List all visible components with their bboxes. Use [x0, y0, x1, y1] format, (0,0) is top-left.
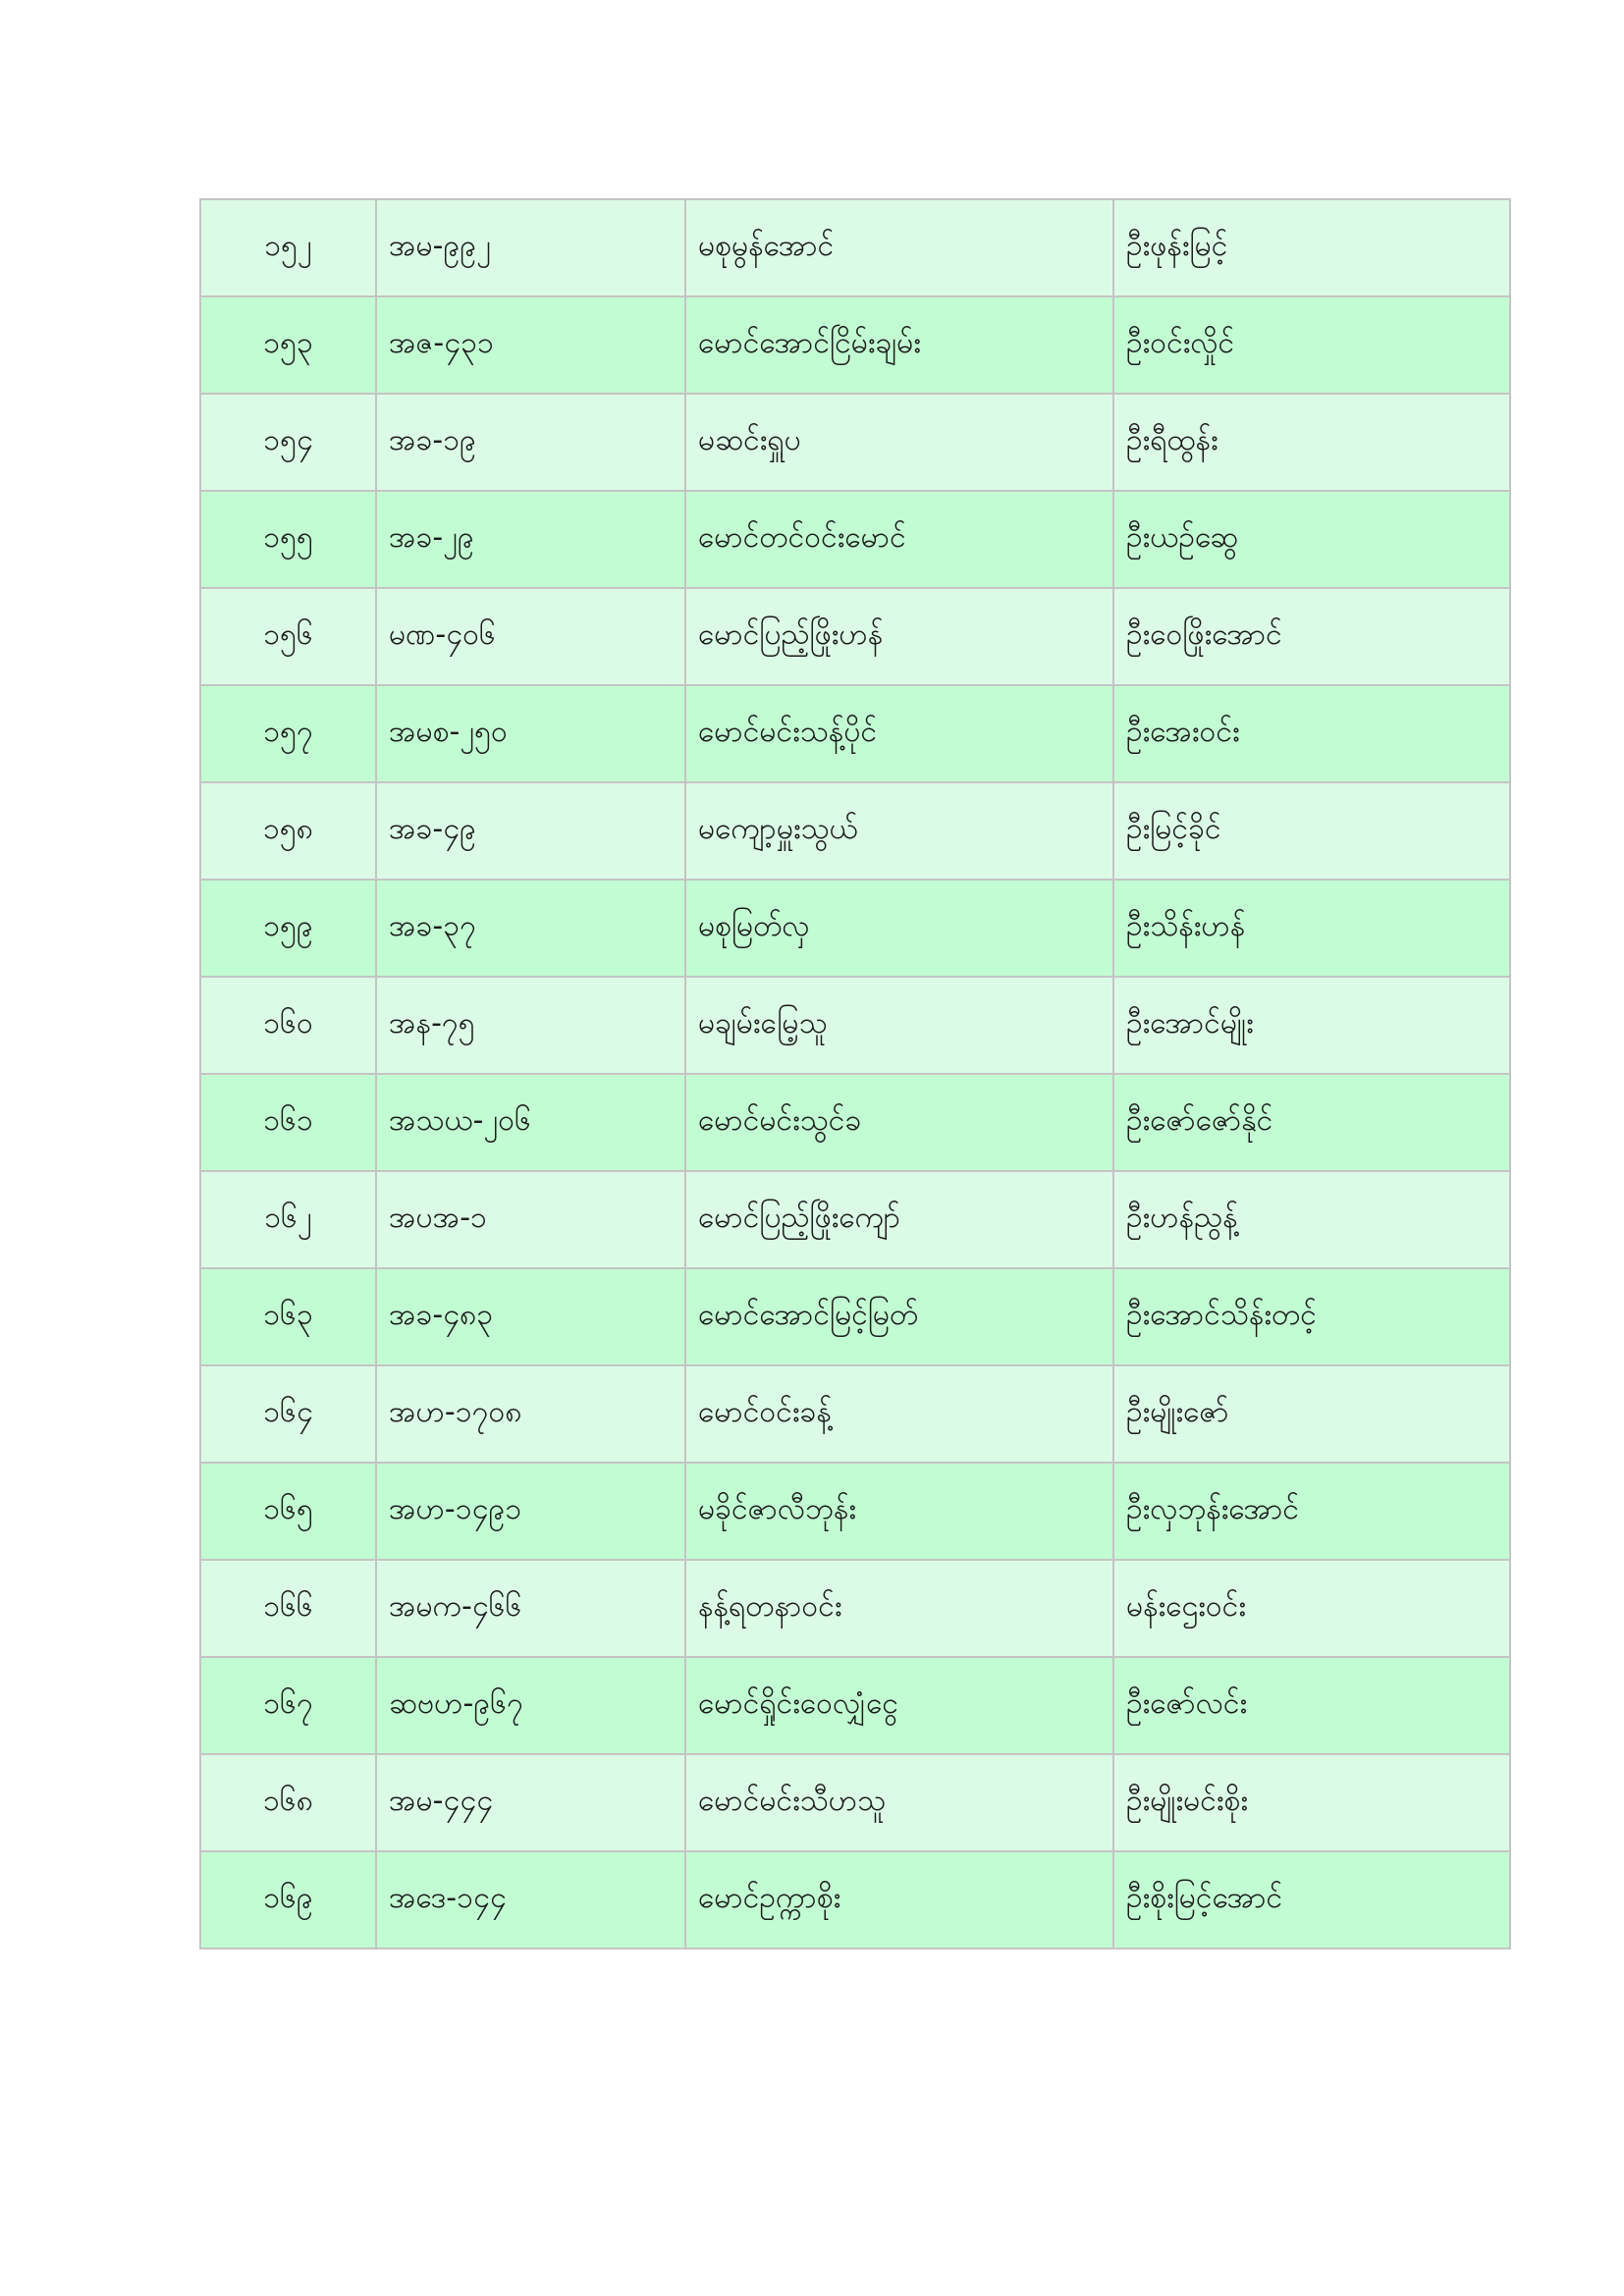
- row-number-cell: ၁၅၈: [200, 782, 376, 880]
- row-number-cell: ၁၅၅: [200, 491, 376, 588]
- parent-name-cell: ဦးသိန်းဟန်: [1113, 880, 1510, 977]
- parent-name-cell: ဦးအောင်မျိုး: [1113, 977, 1510, 1074]
- parent-name-cell: ဦးဖုန်းမြင့်: [1113, 199, 1510, 296]
- parent-name-cell: ဦးစိုးမြင့်အောင်: [1113, 1851, 1510, 1949]
- parent-name-cell: ဦးအောင်သိန်းတင့်: [1113, 1268, 1510, 1365]
- row-number-cell: ၁၆၈: [200, 1754, 376, 1851]
- student-name-cell: မောင်ဝင်းခန့်: [685, 1365, 1113, 1463]
- registration-number-cell: အမ-၉၉၂: [376, 199, 685, 296]
- student-name-cell: မခိုင်ဇာလီဘုန်း: [685, 1463, 1113, 1560]
- row-number-cell: ၁၆၇: [200, 1657, 376, 1754]
- registration-number-cell: အဒေ-၁၄၄: [376, 1851, 685, 1949]
- table-row: [200, 685, 1510, 782]
- registration-number-cell: အမ-၄၄၄: [376, 1754, 685, 1851]
- registration-number-cell: အခ-၂၉: [376, 491, 685, 588]
- row-number-cell: ၁၅၄: [200, 394, 376, 491]
- student-name-cell: မစုမွန်အောင်: [685, 199, 1113, 296]
- registration-number-cell: မဏ-၄၀၆: [376, 588, 685, 685]
- table-row: [200, 1560, 1510, 1657]
- parent-name-cell: ဦးဝေဖြိုးအောင်: [1113, 588, 1510, 685]
- student-name-cell: မောင်အောင်ငြိမ်းချမ်း: [685, 296, 1113, 394]
- row-number-cell: ၁၅၂: [200, 199, 376, 296]
- registration-number-cell: အခ-၄၈၃: [376, 1268, 685, 1365]
- student-name-cell: မောင်တင်ဝင်းမောင်: [685, 491, 1113, 588]
- row-number-cell: ၁၆၆: [200, 1560, 376, 1657]
- registration-number-cell: အဟ-၁၄၉၁: [376, 1463, 685, 1560]
- registration-number-cell: အမက-၄၆၆: [376, 1560, 685, 1657]
- parent-name-cell: ဦးဇော်လင်း: [1113, 1657, 1510, 1754]
- table-row: [200, 1851, 1510, 1949]
- table-row: [200, 588, 1510, 685]
- student-name-cell: မောင်မင်းသန့်ပိုင်: [685, 685, 1113, 782]
- parent-name-cell: ဦးမျိုးဇော်: [1113, 1365, 1510, 1463]
- row-number-cell: ၁၆၄: [200, 1365, 376, 1463]
- table-row: [200, 782, 1510, 880]
- row-number-cell: ၁၆၅: [200, 1463, 376, 1560]
- table-row: [200, 1657, 1510, 1754]
- registration-number-cell: အန-၇၅: [376, 977, 685, 1074]
- table-row: [200, 977, 1510, 1074]
- row-number-cell: ၁၅၆: [200, 588, 376, 685]
- table-row: [200, 1463, 1510, 1560]
- student-name-cell: မဆင်းရှူပ: [685, 394, 1113, 491]
- table-row: [200, 1171, 1510, 1268]
- registration-number-cell: အဇ-၄၃၁: [376, 296, 685, 394]
- row-number-cell: ၁၅၇: [200, 685, 376, 782]
- parent-name-cell: ဦးမျိုးမင်းစိုး: [1113, 1754, 1510, 1851]
- table-row: [200, 1754, 1510, 1851]
- student-name-cell: မချမ်းမြေ့သူ: [685, 977, 1113, 1074]
- registration-number-cell: အဟ-၁၇၀၈: [376, 1365, 685, 1463]
- row-number-cell: ၁၆၉: [200, 1851, 376, 1949]
- registration-number-cell: အသယ-၂၀၆: [376, 1074, 685, 1171]
- table-row: [200, 296, 1510, 394]
- row-number-cell: ၁၆၀: [200, 977, 376, 1074]
- table-row: [200, 1365, 1510, 1463]
- registration-number-cell: ဆဗဟ-၉၆၇: [376, 1657, 685, 1754]
- record-table: [199, 198, 1511, 1949]
- student-name-cell: မောင်ပြည့်ဖြိုးကျော်: [685, 1171, 1113, 1268]
- parent-name-cell: ဦးဇော်ဇော်နိုင်: [1113, 1074, 1510, 1171]
- registration-number-cell: အခ-၃၇: [376, 880, 685, 977]
- row-number-cell: ၁၅၉: [200, 880, 376, 977]
- student-name-cell: မကျော့မှူးသွယ်: [685, 782, 1113, 880]
- parent-name-cell: ဦးဟန်ညွန့်: [1113, 1171, 1510, 1268]
- registration-number-cell: အခ-၁၉: [376, 394, 685, 491]
- parent-name-cell: ဦးလှဘုန်းအောင်: [1113, 1463, 1510, 1560]
- table-row: [200, 880, 1510, 977]
- table-row: [200, 199, 1510, 296]
- table-row: [200, 491, 1510, 588]
- parent-name-cell: ဦးရီထွန်း: [1113, 394, 1510, 491]
- parent-name-cell: ဦးဝင်းလှိုင်: [1113, 296, 1510, 394]
- table-row: [200, 1074, 1510, 1171]
- table-row: [200, 394, 1510, 491]
- student-name-cell: မောင်အောင်မြင့်မြတ်: [685, 1268, 1113, 1365]
- student-name-cell: မောင်မင်းသီဟသူ: [685, 1754, 1113, 1851]
- parent-name-cell: မန်းဌေးဝင်း: [1113, 1560, 1510, 1657]
- registration-number-cell: အမစ-၂၅၀: [376, 685, 685, 782]
- row-number-cell: ၁၆၁: [200, 1074, 376, 1171]
- table-row: [200, 1268, 1510, 1365]
- parent-name-cell: ဦးအေးဝင်း: [1113, 685, 1510, 782]
- registration-number-cell: အခ-၄၉: [376, 782, 685, 880]
- student-name-cell: မောင်ရှိုင်းဝေလျှံငွေ: [685, 1657, 1113, 1754]
- parent-name-cell: ဦးမြင့်ခိုင်: [1113, 782, 1510, 880]
- registration-number-cell: အပအ-၁: [376, 1171, 685, 1268]
- student-name-cell: မောင်မင်းသွင်ခ: [685, 1074, 1113, 1171]
- student-name-cell: မောင်ဥက္ကာစိုး: [685, 1851, 1113, 1949]
- row-number-cell: ၁၅၃: [200, 296, 376, 394]
- parent-name-cell: ဦးယဉ်ဆွေ: [1113, 491, 1510, 588]
- student-name-cell: မောင်ပြည့်ဖြိုးဟန်: [685, 588, 1113, 685]
- row-number-cell: ၁၆၂: [200, 1171, 376, 1268]
- student-name-cell: နန့်ရတနာဝင်း: [685, 1560, 1113, 1657]
- row-number-cell: ၁၆၃: [200, 1268, 376, 1365]
- table-body: [200, 199, 1510, 1949]
- student-name-cell: မစုမြတ်လှ: [685, 880, 1113, 977]
